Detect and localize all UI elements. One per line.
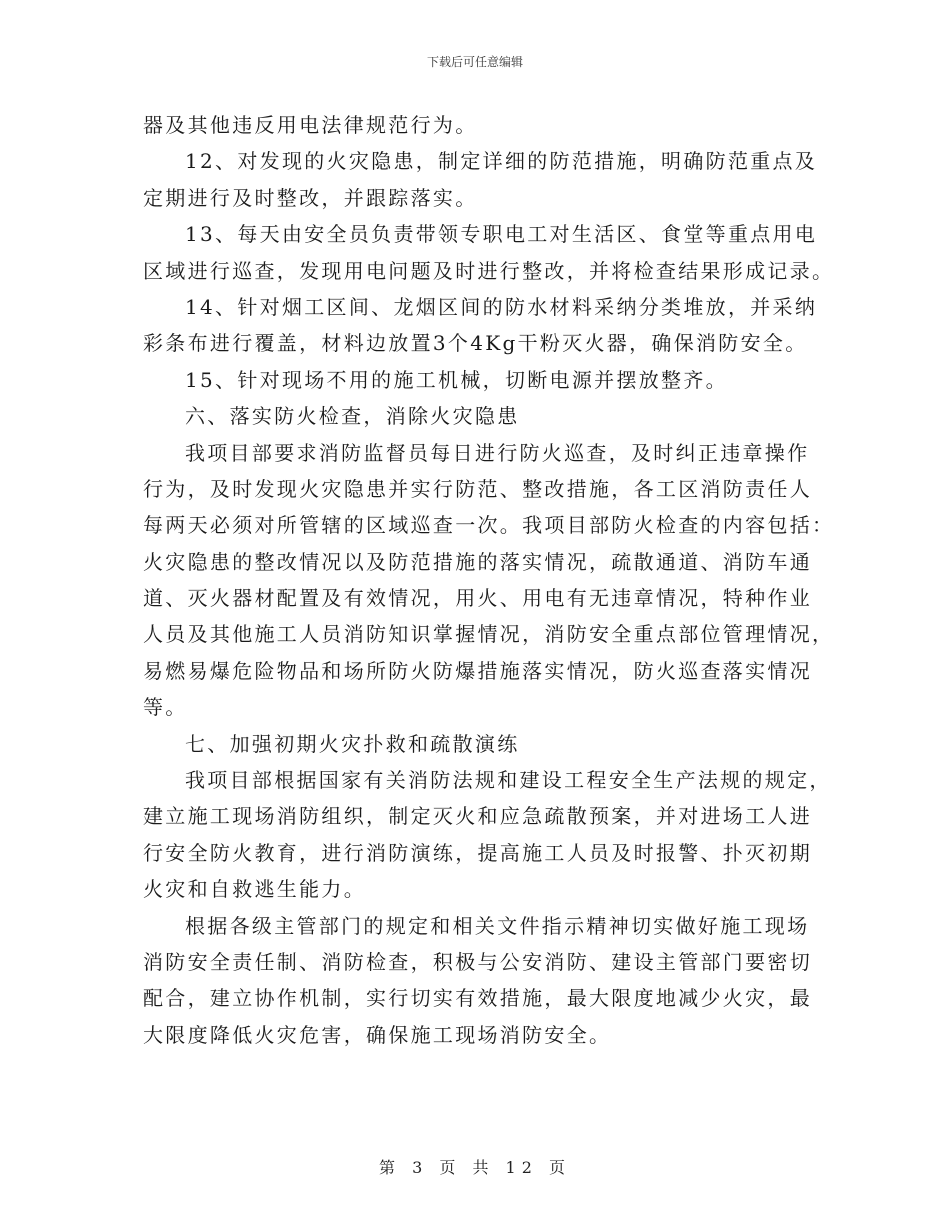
text-line: 14、针对烟工区间、龙烟区间的防水材料采纳分类堆放，并采纳 (185, 294, 818, 319)
text-line: 人员及其他施工人员消防知识掌握情况，消防安全重点部位管理情况， (143, 622, 835, 647)
text-line: 每两天必须对所管辖的区域巡查一次。我项目部防火检查的内容包括： (143, 513, 835, 538)
text-line: 行为，及时发现火灾隐患并实行防范、整改措施，各工区消防责任人 (143, 476, 812, 501)
text-line: 行安全防火教育，进行消防演练，提高施工人员及时报警、扑灭初期 (143, 840, 812, 865)
page-number-footer: 第 3 页 共 12 页 (379, 1158, 571, 1177)
text-line: 火灾和自救逃生能力。 (143, 877, 366, 902)
text-line: 彩条布进行覆盖，材料边放置3个4Kg干粉灭火器，确保消防安全。 (143, 331, 808, 356)
page-header-note: 下载后可任意编辑 (426, 55, 523, 69)
text-line: 12、对发现的火灾隐患，制定详细的防范措施，明确防范重点及 (185, 149, 818, 174)
text-line: 定期进行及时整改，并跟踪落实。 (143, 185, 478, 210)
text-line: 区域进行巡查，发现用电问题及时进行整改，并将检查结果形成记录。 (143, 258, 835, 283)
text-line: 15、针对现场不用的施工机械，切断电源并摆放整齐。 (185, 367, 728, 392)
text-line: 配合，建立协作机制，实行切实有效措施，最大限度地减少火灾，最 (143, 986, 812, 1011)
text-line: 13、每天由安全员负责带领专职电工对生活区、食堂等重点用电 (185, 222, 818, 247)
text-line: 火灾隐患的整改情况以及防范措施的落实情况，疏散通道、消防车通 (143, 549, 812, 574)
text-line: 根据各级主管部门的规定和相关文件指示精神切实做好施工现场 (185, 913, 810, 938)
text-line: 我项目部根据国家有关消防法规和建设工程安全生产法规的规定， (185, 768, 832, 793)
section-heading: 六、落实防火检查，消除火灾隐患 (185, 404, 520, 429)
text-line: 易燃易爆危险物品和场所防火防爆措施落实情况，防火巡查落实情况 (143, 658, 812, 683)
text-line: 大限度降低火灾危害，确保施工现场消防安全。 (143, 1022, 612, 1047)
text-line: 消防安全责任制、消防检查，积极与公安消防、建设主管部门要密切 (143, 949, 812, 974)
section-heading: 七、加强初期火灾扑救和疏散演练 (185, 731, 520, 756)
text-line: 建立施工现场消防组织，制定灭火和应急疏散预案，并对进场工人进 (143, 804, 812, 829)
document-body (143, 107, 835, 1053)
text-line: 我项目部要求消防监督员每日进行防火巡查，及时纠正违章操作 (185, 440, 810, 465)
text-line: 器及其他违反用电法律规范行为。 (143, 113, 478, 137)
text-line: 道、灭火器材配置及有效情况，用火、用电有无违章情况，特种作业 (143, 586, 812, 611)
text-line: 等。 (143, 695, 188, 720)
